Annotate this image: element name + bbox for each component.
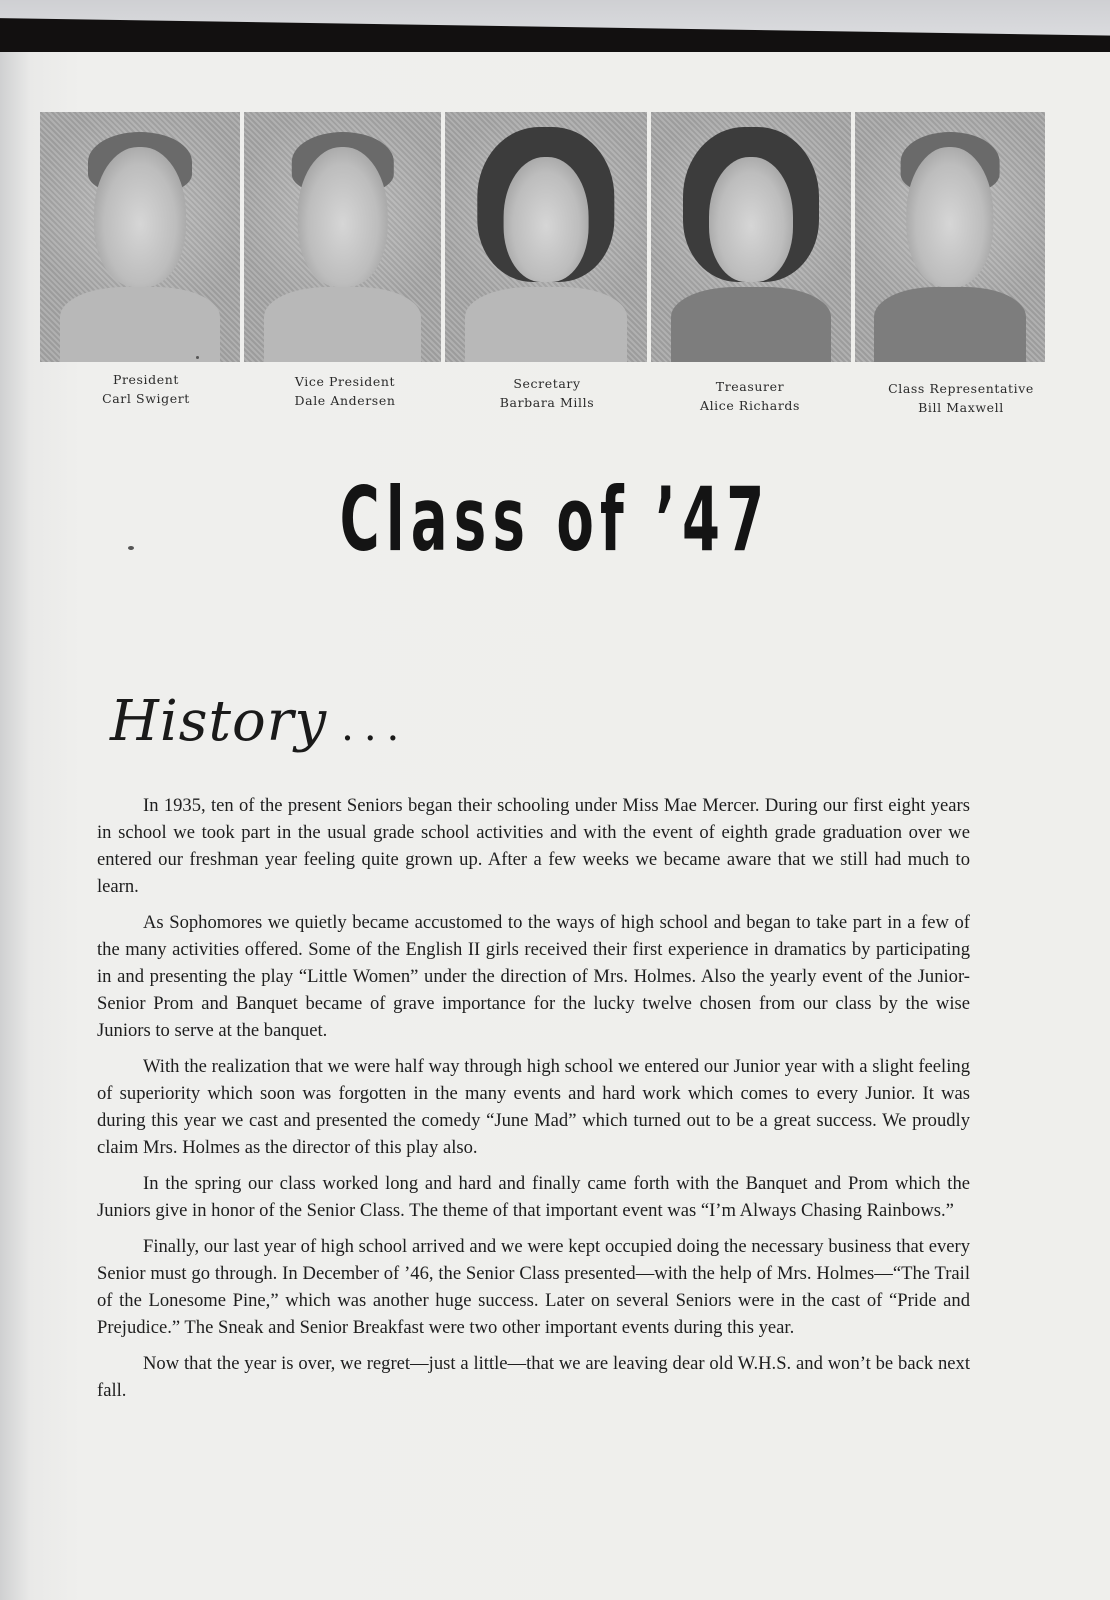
- officer-photo-president: [40, 112, 240, 362]
- portrait-body: [465, 287, 627, 362]
- officer-name: Barbara Mills: [499, 395, 595, 410]
- portrait-face: [906, 147, 993, 287]
- officer-photo-secretary: [445, 112, 647, 362]
- caption-president: [46, 370, 246, 408]
- officer-captions: [40, 370, 1070, 420]
- portrait-body: [264, 287, 422, 362]
- portrait-body: [60, 287, 220, 362]
- portrait-body: [671, 287, 831, 362]
- paragraph: Finally, our last year of high school arrived and we were kept occupied doing the necessary business that every Senior must go through. In December of ’46, the Senior Class presented—with the help of Mrs. Holmes—“The Trail of the Lonesome Pine,” which was another huge success. Later on several Seniors were in the cast of “Pride and Prejudice.” The Sneak and Senior Breakfast were two other important events during this year.: [97, 1236, 970, 1338]
- portrait-face: [504, 157, 589, 282]
- caption-class-representative: [856, 379, 1066, 417]
- officer-photo-row: [40, 112, 1070, 362]
- section-heading-text: History: [110, 689, 328, 754]
- officer-title: President: [112, 372, 180, 387]
- caption-vice-president: [245, 372, 445, 410]
- officer-name: Carl Swigert: [102, 391, 190, 406]
- paragraph: As Sophomores we quietly became accustomed to the ways of high school and began to take part in a few of the many activities offered. Some of the English II girls received their first experience in dramatics by participating in and presenting the play “Little Women” under the direction of Mrs. Holmes. Also the yearly event of the Junior-Senior Prom and Banquet became of grave importance for the lucky twelve chosen from our class by the wise Juniors to serve at the banquet.: [97, 912, 970, 1041]
- officer-name: Dale Andersen: [294, 393, 396, 408]
- paper-blemish: [128, 546, 134, 550]
- paragraph: In the spring our class worked long and hard and finally came forth with the Banquet and Prom which the Juniors give in honor of the Senior Class. The theme of that important event was “I’m Always Chasing Rainbows.”: [97, 1173, 970, 1221]
- paragraph: With the realization that we were half way through high school we entered our Junior year with a slight feeling of superiority which soon was forgotten in the many events and hard work which comes to every Junior. It was during this year we cast and presented the comedy “June Mad” which turned out to be a great success. We proudly claim Mrs. Holmes as the director of this play also.: [97, 1056, 970, 1158]
- portrait-face: [94, 147, 186, 287]
- officer-title: Vice President: [294, 374, 396, 389]
- paper-blemish: [196, 356, 199, 359]
- paragraph: Now that the year is over, we regret—just a little—that we are leaving dear old W.H.S. and won’t be back next fall.: [97, 1353, 970, 1401]
- ellipsis: ...: [341, 704, 410, 750]
- officer-title: Secretary: [513, 376, 581, 391]
- officer-photo-class-representative: [855, 112, 1045, 362]
- history-body: [97, 792, 970, 1413]
- officer-photo-vice-president: [244, 112, 441, 362]
- officer-name: Bill Maxwell: [918, 400, 1004, 415]
- officer-photo-treasurer: [651, 112, 851, 362]
- yearbook-page: [0, 52, 1110, 1600]
- officer-title: Class Representative: [888, 381, 1034, 396]
- caption-secretary: [447, 374, 647, 412]
- officer-name: Alice Richards: [699, 398, 801, 413]
- portrait-face: [297, 147, 388, 287]
- portrait-face: [709, 157, 793, 282]
- officer-title: Treasurer: [715, 379, 785, 394]
- page-title: Class of ’47: [339, 468, 771, 571]
- section-heading: [110, 682, 409, 767]
- paragraph: In 1935, ten of the present Seniors began their schooling under Miss Mae Mercer. During our first eight years in school we took part in the usual grade school activities and with the event of eighth grade graduation over we entered our freshman year feeling quite grown up. After a few weeks we became aware that we still had much to learn.: [97, 795, 970, 897]
- portrait-body: [874, 287, 1026, 362]
- caption-treasurer: [650, 377, 850, 415]
